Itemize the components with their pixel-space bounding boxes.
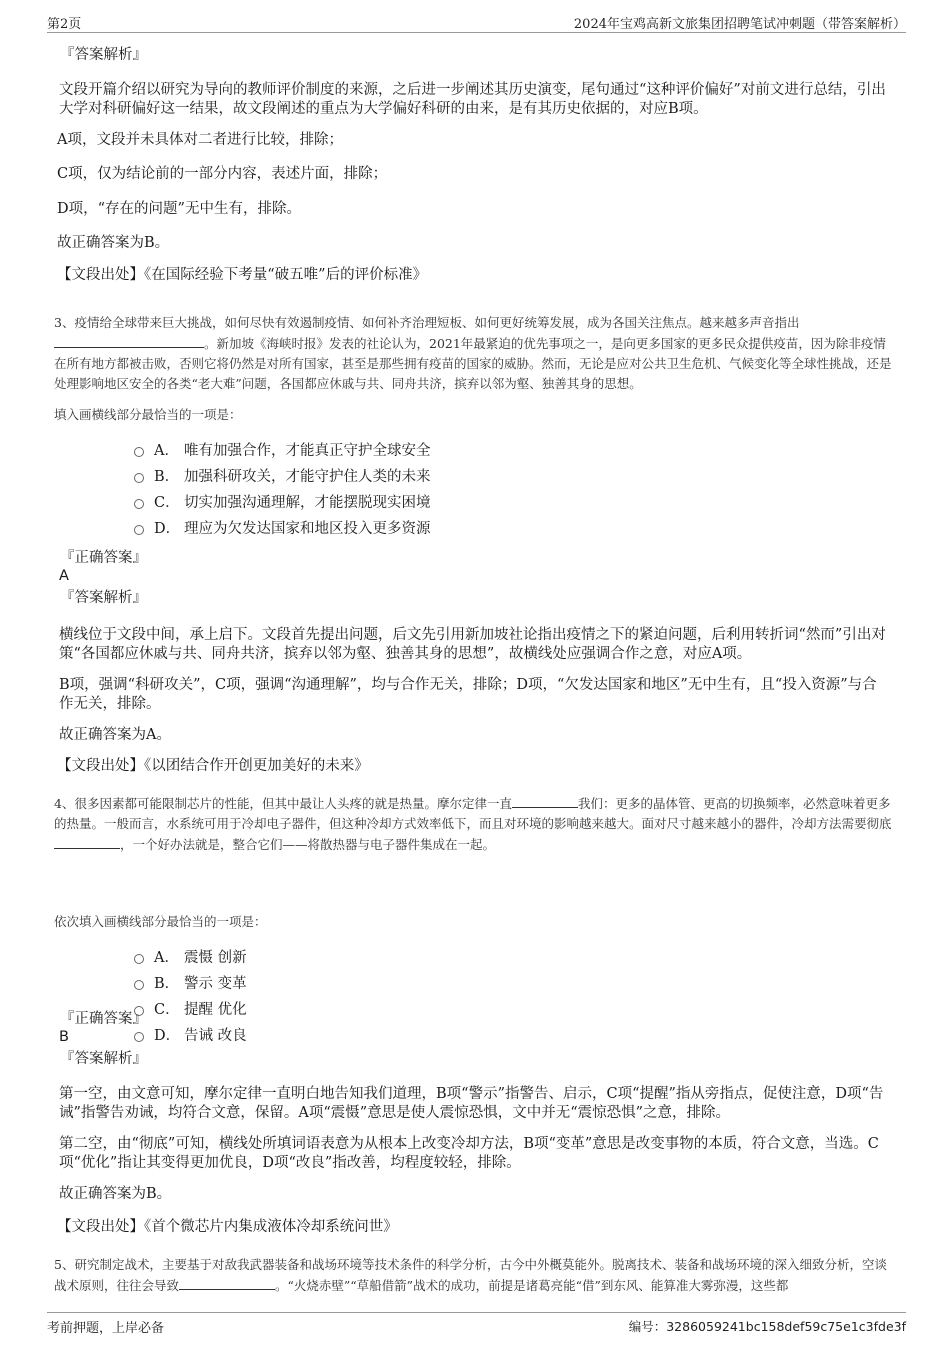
option-text: 唯有加强合作，才能真正守护全球安全 <box>184 443 431 459</box>
page-footer <box>47 1312 906 1335</box>
option-letter: C． <box>154 1002 180 1018</box>
options-list <box>134 438 431 542</box>
analysis-paragraph: B项，强调“科研攻关”，C项，强调“沟通理解”，均与合作无关，排除；D项，“欠发达国家和地区”无中生有，且“投入资源”与合作无关，排除。 <box>59 677 877 712</box>
source-citation: 【文段出处】《在国际经验下考量“破五唯”后的评价标准》 <box>57 267 428 283</box>
analysis-paragraph: C项，仅为结论前的一部分内容，表述片面，排除； <box>57 166 388 182</box>
analysis-label: 『答案解析』 <box>60 1051 147 1067</box>
question-3 <box>54 313 894 537</box>
option-text: 切实加强沟通理解，才能摆脱现实困境 <box>184 495 431 511</box>
question-text-part: 5、研究制定战术，主要基于对敌我武器装备和战场环境等技术条件的科学分析，古今中外概莫能外。脱离技术、装备和战场环境的深入细致分析，空谈战术原则，往往会导致 <box>54 1257 887 1293</box>
analysis-paragraph: D项，“存在的问题”无中生有，排除。 <box>57 201 301 217</box>
fill-blank <box>54 834 120 849</box>
correct-answer: B <box>59 1029 69 1045</box>
question-text-part: 。“火烧赤壁”“草船借箭”战术的成功，前提是诸葛亮能“借”到东风、能算准大雾弥漫，这些都 <box>275 1278 789 1293</box>
option-b[interactable] <box>134 971 247 997</box>
analysis-paragraph: A项，文段并未具体对二者进行比较，排除； <box>57 132 343 148</box>
analysis-label: 『答案解析』 <box>60 590 147 606</box>
option-letter: A． <box>154 443 179 459</box>
correct-answer-label: 『正确答案』 <box>60 550 147 566</box>
option-d[interactable] <box>134 516 431 542</box>
radio-icon[interactable] <box>134 525 144 535</box>
option-text: 告诫 改良 <box>184 1028 247 1044</box>
answer-conclusion: 故正确答案为A。 <box>59 727 171 743</box>
answer-conclusion: 故正确答案为B。 <box>59 1186 172 1202</box>
fill-blank <box>54 333 204 348</box>
analysis-label: 『答案解析』 <box>60 47 147 63</box>
question-text-part: 。新加坡《海峡时报》发表的社论认为，2021年最紧迫的优先事项之一，是向更多国家的更多民众提供疫苗，因为除非疫情在所有地方都被击败，否则它将仍然是对所有国家，甚至是那些拥有疫苗的国家的威胁。然而，无论是应对公共卫生危机、气候变化等全球性挑战，还是处理影响地区安全的各类“老大难”问题，各国都应休戚与共、同舟共济，摈弃以邻为壑、独善其身的思想。 <box>54 336 892 391</box>
option-letter: D． <box>154 1028 181 1044</box>
footer-slogan: 考前押题，上岸必备 <box>47 1321 165 1336</box>
question-text-part: ，一个好办法就是，整合它们——将散热器与电子器件集成在一起。 <box>120 837 496 852</box>
option-letter: D． <box>154 521 181 537</box>
answer-conclusion: 故正确答案为B。 <box>57 235 170 251</box>
correct-answer: A <box>59 568 69 584</box>
page-header <box>47 10 906 33</box>
option-letter: B． <box>154 469 180 485</box>
option-a[interactable] <box>134 438 431 464</box>
option-letter: B． <box>154 976 180 992</box>
page-number: 第2页 <box>47 17 82 32</box>
radio-icon[interactable] <box>134 980 144 990</box>
option-c[interactable] <box>134 490 431 516</box>
analysis-paragraph: 第一空，由文意可知，摩尔定律一直明白地告知我们道理，B项“警示”指警告、启示，C项“提醒”指从旁指点，促使注意，D项“告诫”指警告劝诫，均符合文意，保留。A项“震慑”意思是使人震惊恐惧，文中并无“震惊恐惧”之意，排除。 <box>59 1086 884 1121</box>
option-letter: C． <box>154 495 180 511</box>
option-text: 理应为欠发达国家和地区投入更多资源 <box>184 521 431 537</box>
correct-answer-label: 『正确答案』 <box>60 1011 147 1027</box>
option-a[interactable] <box>134 945 247 971</box>
source-citation: 【文段出处】《以团结合作开创更加美好的未来》 <box>57 758 369 774</box>
radio-icon[interactable] <box>134 1032 144 1042</box>
question-text-part: 4、很多因素都可能限制芯片的性能，但其中最让人头疼的就是热量。摩尔定律一直 <box>54 796 512 811</box>
option-letter: A． <box>154 950 179 966</box>
radio-icon[interactable] <box>134 447 144 457</box>
question-text <box>54 793 896 855</box>
option-text: 警示 变革 <box>184 976 247 992</box>
question-text <box>54 313 894 394</box>
question-prompt: 依次填入画横线部分最恰当的一项是： <box>54 914 267 929</box>
option-text: 提醒 优化 <box>184 1002 247 1018</box>
option-text: 震慑 创新 <box>184 950 247 966</box>
q3-answer <box>57 548 897 774</box>
question-text <box>54 1255 896 1296</box>
analysis-paragraph: 第二空，由“彻底”可知，横线处所填词语表意为从根本上改变冷却方法，B项“变革”意思是改变事物的本质，符合文意，当选。C项“优化”指让其变得更加优良，D项“改良”指改善，均程度较轻，排除。 <box>59 1136 879 1171</box>
option-b[interactable] <box>134 464 431 490</box>
document-id: 编号：3286059241bc158def59c75e1c3fde3f <box>628 1319 906 1334</box>
radio-icon[interactable] <box>134 473 144 483</box>
radio-icon[interactable] <box>134 954 144 964</box>
fill-blank <box>179 1275 275 1290</box>
options-list <box>134 945 247 1049</box>
analysis-paragraph: 文段开篇介绍以研究为导向的教师评价制度的来源，之后进一步阐述其历史演变，尾句通过“这种评价偏好”对前文进行总结，引出大学对科研偏好这一结果，故文段阐述的重点为大学偏好科研的由来，是有其历史依据的，对应B项。 <box>59 82 886 117</box>
q2-analysis <box>57 45 897 283</box>
source-citation: 【文段出处】《首个微芯片内集成液体冷却系统问世》 <box>57 1219 398 1235</box>
analysis-paragraph: 横线位于文段中间，承上启下。文段首先提出问题，后文先引用新加坡社论指出疫情之下的紧迫问题，后利用转折词“然而”引出对策“各国都应休戚与共、同舟共济，摈弃以邻为壑、独善其身的思想”，故横线处应强调合作之意，对应A项。 <box>59 627 886 662</box>
option-text: 加强科研攻关，才能守护住人类的未来 <box>184 469 431 485</box>
radio-icon[interactable] <box>134 499 144 509</box>
document-title: 2024年宝鸡高新文旅集团招聘笔试冲刺题（带答案解析） <box>573 17 906 32</box>
question-text-part: 我们：更多的晶体管、更高的切换频率，必然意味着更多的热量。一般而言，水系统可用于冷却电子器件，但这种冷却方式效率低下，而且对环境的影响越来越大。面对尺寸越来越小的器件，冷却方法需要彻底 <box>54 796 892 831</box>
question-text-part: 3、疫情给全球带来巨大挑战，如何尽快有效遏制疫情、如何补齐治理短板、如何更好统筹发展，成为各国关注焦点。越来越多声音指出 <box>54 315 800 330</box>
question-5 <box>54 1255 896 1296</box>
fill-blank <box>512 793 578 808</box>
question-prompt: 填入画横线部分最恰当的一项是： <box>54 407 242 422</box>
